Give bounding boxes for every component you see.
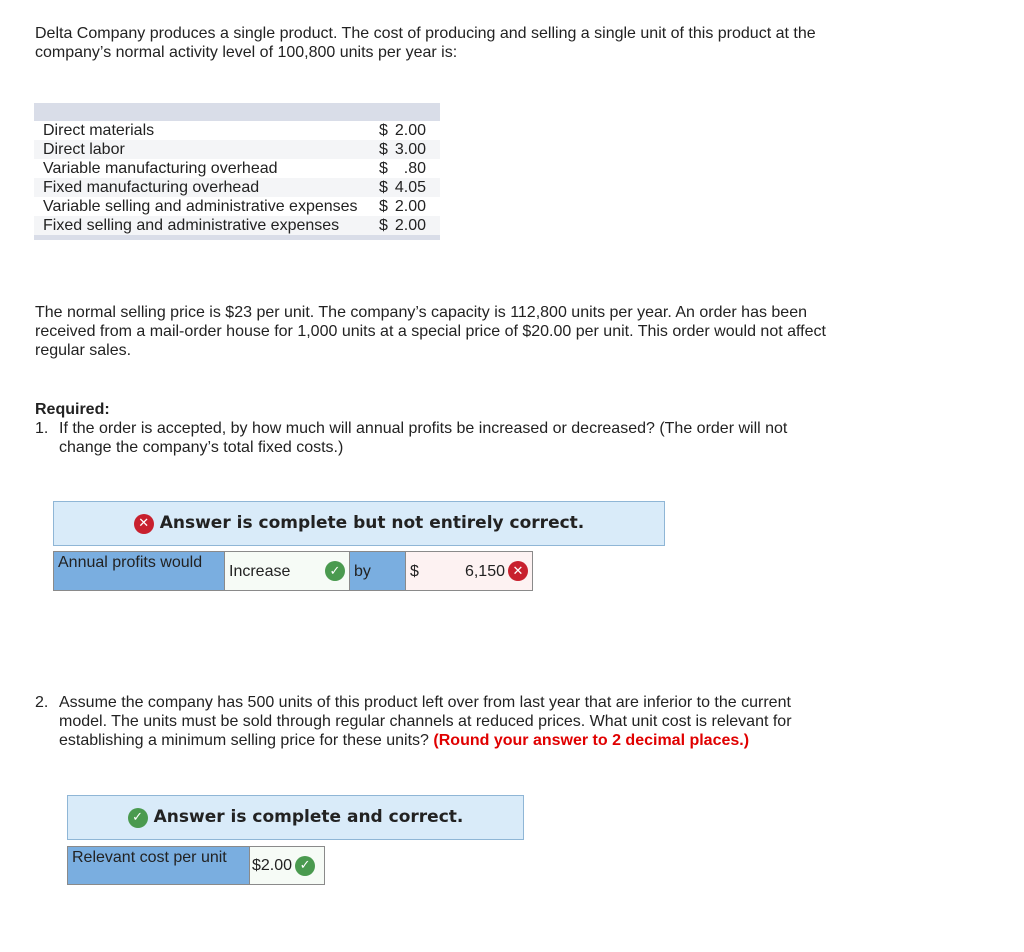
cost-label: Fixed manufacturing overhead — [34, 178, 376, 197]
relevant-cost-value: $2.00 — [252, 857, 293, 874]
connector-label: by — [350, 552, 406, 590]
cost-value: 2.00 — [394, 198, 426, 215]
relevant-cost-input[interactable] — [250, 847, 324, 884]
question-number: 1. — [35, 420, 49, 437]
table-row — [34, 140, 440, 159]
amount-value: 6,150 — [464, 562, 505, 580]
question-text: If the order is accepted, by how much will annual profits be increased or decreased? (The order will not change the company’s total fixed costs.) — [59, 420, 788, 456]
table-row — [34, 178, 440, 197]
answer-row-relevant-cost — [67, 846, 325, 885]
intro-paragraph: Delta Company produces a single product. The cost of producing and selling a single unit of this product at the company’s normal activity level of 100,800 units per year is: — [35, 25, 816, 61]
question-number: 2. — [35, 694, 49, 711]
cost-label: Direct labor — [34, 140, 376, 159]
incorrect-icon: ✕ — [508, 561, 528, 581]
required-section — [35, 400, 835, 457]
banner-text: Answer is complete and correct. — [153, 807, 464, 827]
question-text: Assume the company has 500 units of this product left over from last year that are inferior to the current model. The units must be sold through regular channels at reduced prices. What unit cost is relevant for establishing a minimum selling price for these units? — [59, 694, 792, 749]
currency-symbol: $ — [410, 562, 419, 580]
table-row — [34, 121, 440, 140]
currency-symbol: $ — [379, 160, 388, 177]
table-row — [34, 159, 440, 178]
currency-symbol: $ — [379, 179, 388, 196]
correct-icon: ✓ — [295, 856, 315, 876]
direction-value: Increase — [229, 562, 291, 580]
currency-symbol: $ — [379, 122, 388, 139]
incorrect-icon: ✕ — [134, 514, 154, 534]
cost-table-footer — [34, 235, 440, 240]
rounding-hint: (Round your answer to 2 decimal places.) — [433, 732, 750, 749]
answer-label: Annual profits would — [54, 552, 225, 590]
currency-symbol: $ — [379, 141, 388, 158]
cost-value: 3.00 — [394, 141, 426, 158]
cost-value: .80 — [403, 160, 426, 177]
currency-symbol: $ — [379, 217, 388, 234]
correct-icon: ✓ — [325, 561, 345, 581]
cost-value: 2.00 — [394, 217, 426, 234]
table-row — [34, 197, 440, 216]
correct-icon: ✓ — [128, 808, 148, 828]
answer-label: Relevant cost per unit — [68, 847, 250, 884]
cost-value: 2.00 — [394, 122, 426, 139]
required-title: Required: — [35, 401, 110, 418]
currency-symbol: $ — [379, 198, 388, 215]
cost-label: Direct materials — [43, 122, 155, 139]
amount-input[interactable] — [406, 552, 532, 590]
question-1 — [35, 419, 835, 457]
question-2 — [35, 693, 835, 750]
cost-label: Variable manufacturing overhead — [43, 160, 278, 177]
cost-value: 4.05 — [394, 179, 426, 196]
table-row — [34, 216, 440, 235]
cost-table-header — [34, 103, 440, 121]
banner-text: Answer is complete but not entirely correct. — [159, 513, 585, 533]
answer-status-banner — [67, 795, 524, 840]
cost-label: Variable selling and administrative expenses — [43, 198, 358, 215]
answer-status-banner — [53, 501, 665, 546]
cost-label: Fixed selling and administrative expenses — [34, 216, 376, 235]
answer-row-profits — [53, 551, 533, 591]
cost-table — [34, 103, 440, 240]
scenario-paragraph: The normal selling price is $23 per unit. The company’s capacity is 112,800 units per year. An order has been received from a mail-order house for 1,000 units at a special price of $20.00 per unit. This order would not affect regular sales. — [35, 304, 826, 359]
direction-select[interactable] — [225, 552, 350, 590]
